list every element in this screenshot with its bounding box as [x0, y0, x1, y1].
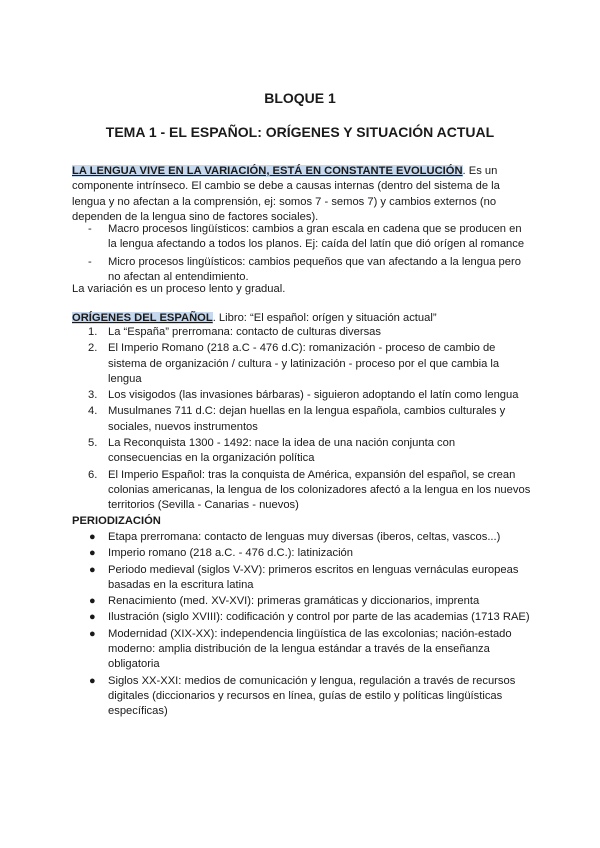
page-title: BLOQUE 1	[264, 90, 336, 106]
origins-highlight: ORÍGENES DEL ESPAÑOL	[72, 312, 213, 324]
periodization-list	[72, 530, 532, 721]
intro-highlight: LA LENGUA VIVE EN LA VARIACIÓN, ESTÁ EN CONSTANTE EVOLUCIÓN	[72, 165, 463, 177]
bullet-icon: ●	[89, 611, 96, 624]
list-item: ● Ilustración (siglo XVIII): codificación y control por parte de las academias (1713 RAE)	[72, 610, 532, 625]
bullet-icon: ●	[89, 531, 96, 543]
list-item: 3. Los visigodos (las invasiones bárbaras) - siguieron adoptando el latín como lengua	[88, 389, 519, 402]
bullet-icon: ●	[89, 547, 96, 560]
list-item: 2. El Imperio Romano (218 a.C - 476 d.C): romanización - proceso de cambio de sistema de organización / cultura - y latinización - proceso por el que cambia la lengua	[88, 342, 500, 385]
origins-list	[72, 325, 532, 515]
list-item: 6. El Imperio Español: tras la conquista de América, expansión del español, se crean colonias americanas, la lengua de los colonizadores afectó a la lengua en los nuevos territorios (Sevilla - Canarias - nuevos)	[88, 468, 531, 512]
list-item: ● Siglos XX-XXI: medios de comunicación y lengua, regulación a través de recursos digitales (diccionarios y recursos en línea, guías de estilo y políticas lingüísticas específicas)	[89, 674, 516, 718]
dash-marker: -	[88, 255, 92, 268]
periodization-title: PERIODIZACIÓN	[72, 515, 161, 527]
closing-line: La variación es un proceso lento y gradual.	[72, 283, 286, 295]
intro-paragraph	[72, 164, 532, 225]
bullet-icon: ●	[89, 674, 96, 687]
list-item: 4. Musulmanes 711 d.C: dejan huellas en la lengua española, cambios culturales y sociales, nuevos instrumentos	[88, 405, 506, 433]
list-item: 5. La Reconquista 1300 - 1492: nace la idea de una nación conjunta con consecuencias en la organización política	[88, 437, 456, 465]
origins-text: . Libro: “El español: orígen y situación actual”	[212, 312, 437, 324]
dash-marker: -	[88, 223, 92, 235]
list-item: - Macro procesos lingüísticos: cambios a gran escala en cadena que se producen en la lengua afectando a todos los planos. Ej: caída del latín que dió orígen al romance	[88, 223, 525, 251]
intro-text: . Es un componente intrínseco. El cambio se debe a causas internas (dentro del sistema de la lengua y no afectan a la comprensión, ej: somos 7 - semos 7) y cambios externos (no dependen de la lengua sino de factores sociales).	[72, 165, 500, 223]
dash-list	[72, 222, 532, 287]
bullet-icon: ●	[89, 627, 96, 640]
list-item: ● Renacimiento (med. XV-XVI): primeras gramáticas y diccionarios, imprenta	[72, 594, 532, 609]
bullet-icon: ●	[89, 563, 96, 576]
list-item: 1. La “España” prerromana: contacto de culturas diversas	[88, 326, 381, 338]
bullet-icon: ●	[89, 595, 96, 608]
list-item: - Micro procesos lingüísticos: cambios pequeños que van afectando a la lengua pero no afectan al entendimiento.	[88, 255, 521, 283]
page-subtitle: TEMA 1 - EL ESPAÑOL: ORÍGENES Y SITUACIÓN ACTUAL	[105, 124, 495, 140]
list-item: ● Modernidad (XIX-XX): independencia lingüística de las excolonias; nación-estado moderno: amplia distribución de la lengua estándar a través de la enseñanza obligatoria	[89, 627, 512, 671]
list-item: ● Etapa prerromana: contacto de lenguas muy diversas (iberos, celtas, vascos...)	[72, 530, 532, 545]
list-item: ● Imperio romano (218 a.C. - 476 d.C.): latinización	[72, 546, 532, 561]
list-item: ● Periodo medieval (siglos V-XV): primeros escritos en lenguas vernáculas europeas basadas en la escritura latina	[89, 563, 519, 591]
origins-heading	[72, 311, 532, 326]
